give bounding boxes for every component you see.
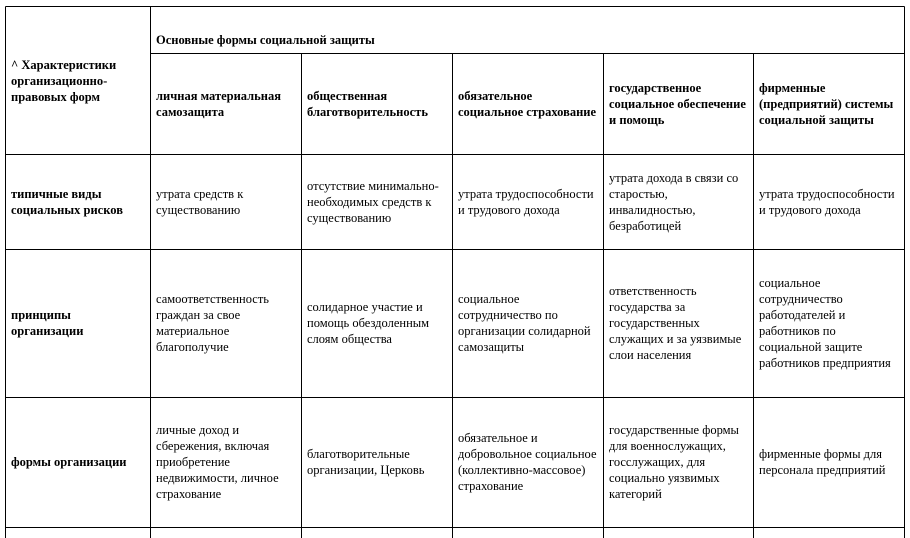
corner-header: ^ Характеристики организационно-правовых форм bbox=[11, 57, 117, 104]
column-header: личная материальная самозащита bbox=[156, 88, 281, 119]
column-header: государственное социальное обеспечение и помощь bbox=[609, 80, 746, 127]
row-header: типичные виды социальных рисков bbox=[11, 186, 123, 217]
column-header: обязательное социальное страхование bbox=[458, 88, 597, 119]
table-cell: ответственность государства за государственных служащих и за уязвимые слои населения bbox=[609, 284, 742, 362]
table-cell: отсутствие минимально-необходимых средств к существованию bbox=[307, 178, 439, 225]
table-cell: обязательное и добровольное социальное (коллективно-массовое) страхование bbox=[458, 431, 597, 493]
table-cell: самоответственность граждан за свое материальное благополучие bbox=[156, 292, 269, 354]
table-cell: благотворительные организации, Церковь bbox=[307, 447, 425, 477]
table-cell: личные доход и сбережения, включая приобретение недвижимости, личное страхование bbox=[156, 423, 279, 501]
table-cell: утрата дохода в связи со старостью, инвалидностью, безработицей bbox=[609, 170, 739, 233]
table-cell: фирменные формы для персонала предприятий bbox=[759, 447, 886, 477]
table-cell: утрата трудоспособности и трудового дохода bbox=[759, 186, 895, 217]
table-cell: утрата средств к существованию bbox=[156, 186, 244, 217]
table-cell: социальное сотрудничество по организации солидарной самозащиты bbox=[458, 292, 591, 354]
column-header: общественная благотворительность bbox=[307, 88, 428, 119]
row-header: формы организации bbox=[11, 455, 127, 469]
table-cell: солидарное участие и помощь обездоленным слоям общества bbox=[307, 300, 430, 346]
group-header: Основные формы социальной защиты bbox=[156, 32, 375, 47]
table-cell: государственные формы для военнослужащих, госслужащих, для социально уязвимых категорий bbox=[609, 423, 739, 501]
column-header: фирменные (предприятий) системы социальной защиты bbox=[759, 80, 894, 127]
table-cell: утрата трудоспособности и трудового дохода bbox=[458, 186, 594, 217]
table-cell: социальное сотрудничество работодателей и работников по социальной защите работников предприятия bbox=[759, 276, 891, 370]
row-header: принципы организации bbox=[11, 308, 84, 338]
